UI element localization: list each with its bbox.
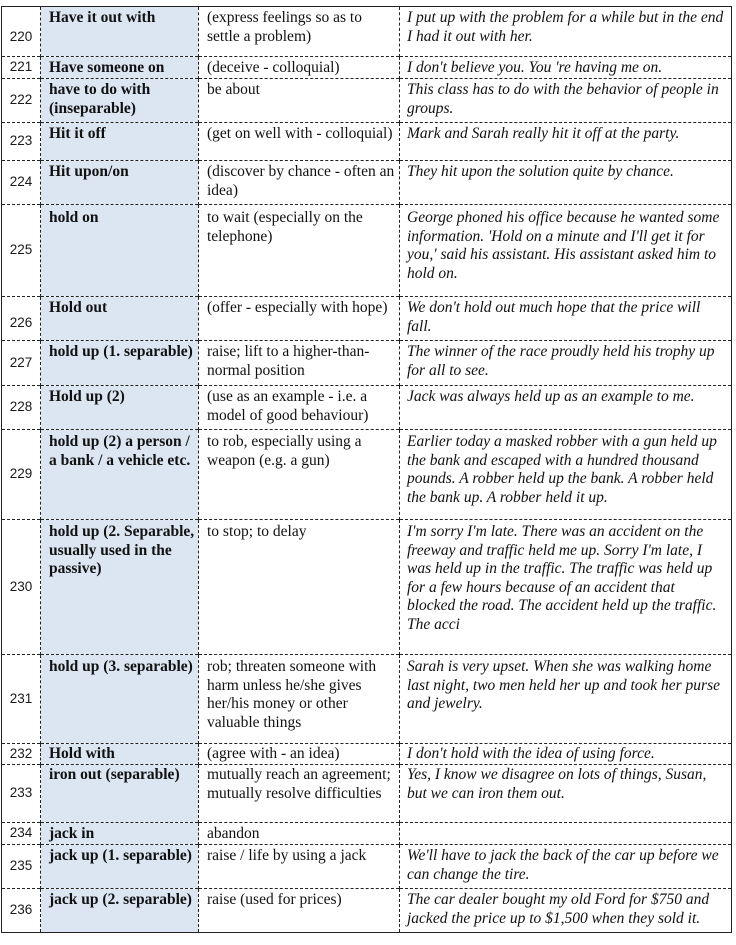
row-number: 230 (2, 520, 41, 655)
example-sentence: I don't believe you. You 're having me on. (407, 59, 663, 76)
row-number: 236 (2, 889, 41, 933)
example-sentence: I'm sorry I'm late. There was an accident on the freeway and traffic held me up. Sorry I'm late, I was held up in the traffic. The traffic was held up for a few hours because of an accident that blocked the road. The accident held up the traffic. The acci (407, 523, 717, 633)
phrasal-verb: Hit it off (41, 123, 199, 161)
meaning: to wait (especially on the telephone) (199, 205, 400, 297)
table-row (2, 205, 732, 297)
table-row (2, 430, 732, 520)
phrasal-verb: Hold with (41, 744, 199, 765)
table-row (2, 161, 732, 205)
table-row (2, 123, 732, 161)
phrasal-verb: have to do with (inseparable) (41, 79, 199, 123)
meaning: raise; lift to a higher-than-normal position (199, 341, 400, 386)
meaning: rob; threaten someone with harm unless he/she gives her/his money or other valuable things (199, 655, 400, 744)
meaning: (discover by chance - often an idea) (199, 161, 400, 205)
phrasal-verbs-table (1, 6, 732, 933)
meaning: (use as an example - i.e. a model of good behaviour) (199, 386, 400, 430)
phrasal-verb: Hit upon/on (41, 161, 199, 205)
row-number: 225 (2, 205, 41, 297)
row-number: 220 (2, 7, 41, 57)
row-number: 235 (2, 845, 41, 889)
row-number: 231 (2, 655, 41, 744)
example-sentence: George phoned his office because he wanted some information. 'Hold on a minute and I'll get it for you,' said his assistant. His assistant asked him to hold on. (407, 209, 720, 282)
table-row (2, 57, 732, 79)
example-sentence: Jack was always held up as an example to me. (407, 388, 695, 405)
phrasal-verb: hold up (3. separable) (41, 655, 199, 744)
table-row (2, 655, 732, 744)
phrasal-verb: Hold up (2) (41, 386, 199, 430)
example-sentence: This class has to do with the behavior of people in groups. (407, 81, 719, 117)
meaning: (deceive - colloquial) (199, 57, 400, 79)
example-sentence: We don't hold out much hope that the price will fall. (407, 299, 701, 335)
table-row (2, 297, 732, 341)
meaning: be about (199, 79, 400, 123)
example-sentence: I put up with the problem for a while but in the end I had it out with her. (407, 9, 724, 45)
meaning: mutually reach an agreement; mutually resolve difficulties (199, 765, 400, 823)
example-sentence: Mark and Sarah really hit it off at the party. (407, 125, 680, 142)
phrasal-verb: hold up (2) a person / a bank / a vehicle etc. (41, 430, 199, 520)
meaning: (agree with - an idea) (199, 744, 400, 765)
phrasal-verb: jack up (2. separable) (41, 889, 199, 933)
row-number: 229 (2, 430, 41, 520)
example-sentence: They hit upon the solution quite by chance. (407, 163, 674, 180)
example-sentence: Earlier today a masked robber with a gun held up the bank and escaped with a hundred thousand pounds. A robber held up the bank. A robber held the bank up. A robber held it up. (407, 433, 717, 506)
row-number: 224 (2, 161, 41, 205)
example-sentence: I don't hold with the idea of using force. (407, 745, 655, 762)
table-row (2, 845, 732, 889)
meaning: (get on well with - colloquial) (199, 123, 400, 161)
phrasal-verb: hold up (2. Separable, usually used in the passive) (41, 520, 199, 655)
phrasal-verb: hold up (1. separable) (41, 341, 199, 386)
example-sentence: Sarah is very upset. When she was walking home last night, two men held her up and took her purse and jewelry. (407, 658, 720, 713)
row-number: 234 (2, 823, 41, 845)
row-number: 233 (2, 765, 41, 823)
phrasal-verb: iron out (separable) (41, 765, 199, 823)
table-row (2, 7, 732, 57)
meaning: (offer - especially with hope) (199, 297, 400, 341)
phrasal-verb: jack in (41, 823, 199, 845)
row-number: 221 (2, 57, 41, 79)
meaning: raise / life by using a jack (199, 845, 400, 889)
table-row (2, 889, 732, 933)
table-row (2, 765, 732, 823)
meaning: raise (used for prices) (199, 889, 400, 933)
row-number: 222 (2, 79, 41, 123)
phrasal-verb: hold on (41, 205, 199, 297)
phrasal-verb: Have someone on (41, 57, 199, 79)
example-sentence: Yes, I know we disagree on lots of things, Susan, but we can iron them out. (407, 766, 707, 802)
table-row (2, 744, 732, 765)
table-row (2, 79, 732, 123)
phrasal-verb: Have it out with (41, 7, 199, 57)
meaning: to stop; to delay (199, 520, 400, 655)
table-row (2, 341, 732, 386)
row-number: 232 (2, 744, 41, 765)
example-sentence (400, 823, 732, 845)
phrasal-verb: Hold out (41, 297, 199, 341)
meaning: abandon (199, 823, 400, 845)
row-number: 226 (2, 297, 41, 341)
table-row (2, 520, 732, 655)
example-sentence: The car dealer bought my old Ford for $750 and jacked the price up to $1,500 when they sold it. (407, 891, 710, 927)
table-row (2, 386, 732, 430)
meaning: (express feelings so as to settle a problem) (199, 7, 400, 57)
table-row (2, 823, 732, 845)
meaning: to rob, especially using a weapon (e.g. a gun) (199, 430, 400, 520)
phrasal-verb: jack up (1. separable) (41, 845, 199, 889)
row-number: 227 (2, 341, 41, 386)
example-sentence: The winner of the race proudly held his trophy up for all to see. (407, 343, 715, 379)
example-sentence: We'll have to jack the back of the car up before we can change the tire. (407, 847, 719, 883)
row-number: 228 (2, 386, 41, 430)
row-number: 223 (2, 123, 41, 161)
